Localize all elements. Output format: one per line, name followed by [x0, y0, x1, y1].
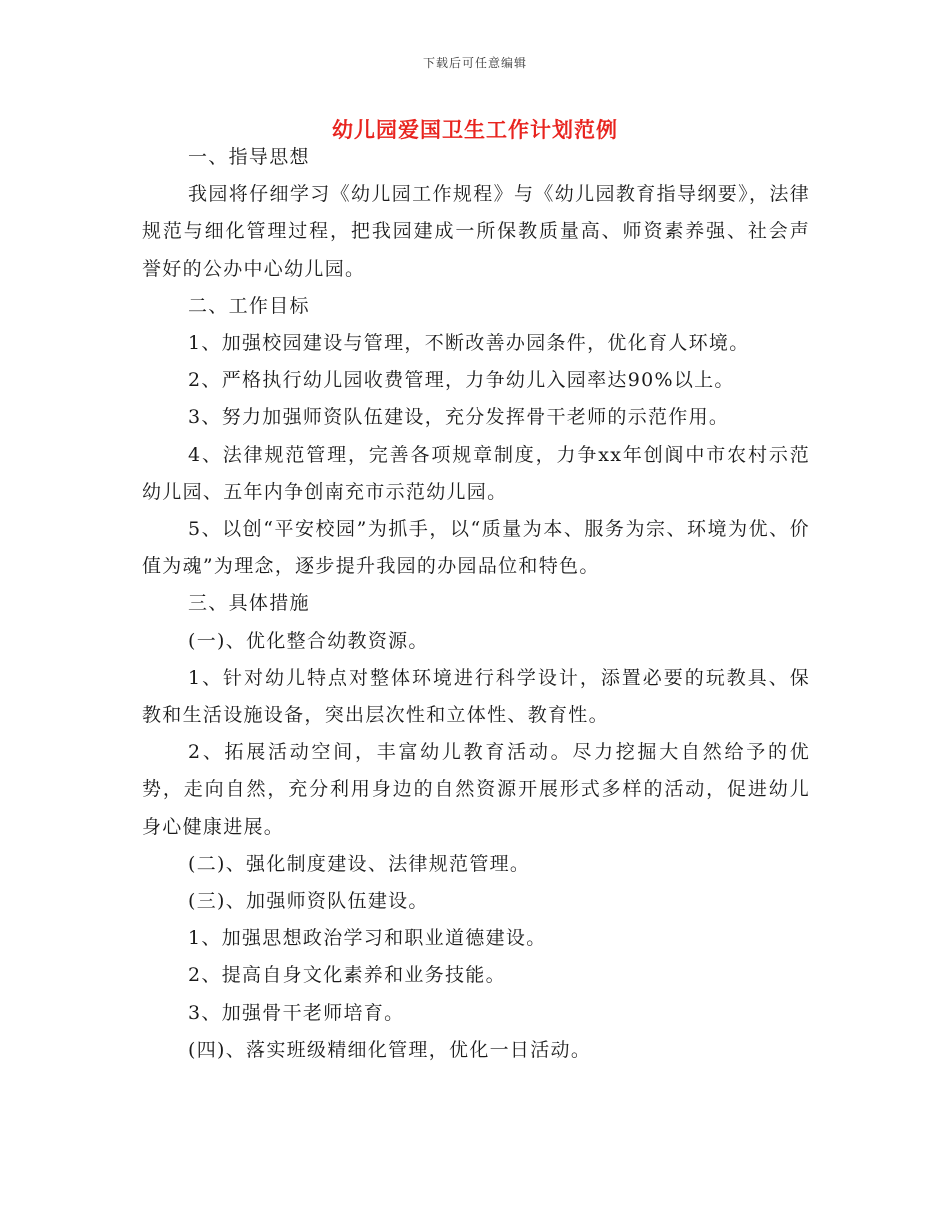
subsection-heading: (三)、加强师资队伍建设。 — [188, 890, 429, 913]
document-title: 幼儿园爱国卫生工作计划范例 — [332, 117, 618, 142]
list-item: 4、法律规范管理，完善各项规章制度，力争xx年创阆中市农村示范幼儿园、五年内争创南充市示范幼儿园。 — [142, 443, 810, 503]
section-heading-guiding-thought: 一、指导思想 — [188, 146, 310, 168]
list-item: 2、拓展活动空间，丰富幼儿教育活动。尽力挖掘大自然给予的优势，走向自然，充分利用身边的自然资源开展形式多样的活动，促进幼儿身心健康进展。 — [142, 741, 810, 838]
list-item: 3、加强骨干老师培育。 — [188, 1001, 405, 1024]
list-item: 2、提高自身文化素养和业务技能。 — [188, 964, 506, 987]
paragraph: 我园将仔细学习《幼儿园工作规程》与《幼儿园教育指导纲要》，法律规范与细化管理过程，把我园建成一所保教质量高、师资素养强、社会声誉好的公办中心幼儿园。 — [142, 183, 810, 280]
list-item: 2、严格执行幼儿园收费管理，力争幼儿入园率达90%以上。 — [188, 369, 735, 392]
subsection-heading: (一)、优化整合幼教资源。 — [188, 629, 429, 652]
section-heading-measures: 三、具体措施 — [188, 592, 310, 615]
subsection-heading: (二)、强化制度建设、法律规范管理。 — [188, 852, 531, 875]
list-item: 1、加强思想政治学习和职业道德建设。 — [188, 927, 547, 950]
list-item: 1、加强校园建设与管理，不断改善办园条件，优化育人环境。 — [188, 332, 750, 355]
section-heading-work-goals: 二、工作目标 — [188, 294, 310, 317]
list-item: 3、努力加强师资队伍建设，充分发挥骨干老师的示范作用。 — [188, 406, 730, 429]
header-note: 下载后可任意编辑 — [422, 56, 527, 70]
document-body — [142, 139, 810, 1069]
list-item: 5、以创“平安校园”为抓手，以“质量为本、服务为宗、环境为优、价值为魂”为理念，逐步提升我园的办园品位和特色。 — [142, 518, 810, 578]
subsection-heading: (四)、落实班级精细化管理，优化一日活动。 — [188, 1038, 592, 1061]
list-item: 1、针对幼儿特点对整体环境进行科学设计，添置必要的玩教具、保教和生活设施设备，突出层次性和立体性、教育性。 — [142, 666, 810, 727]
